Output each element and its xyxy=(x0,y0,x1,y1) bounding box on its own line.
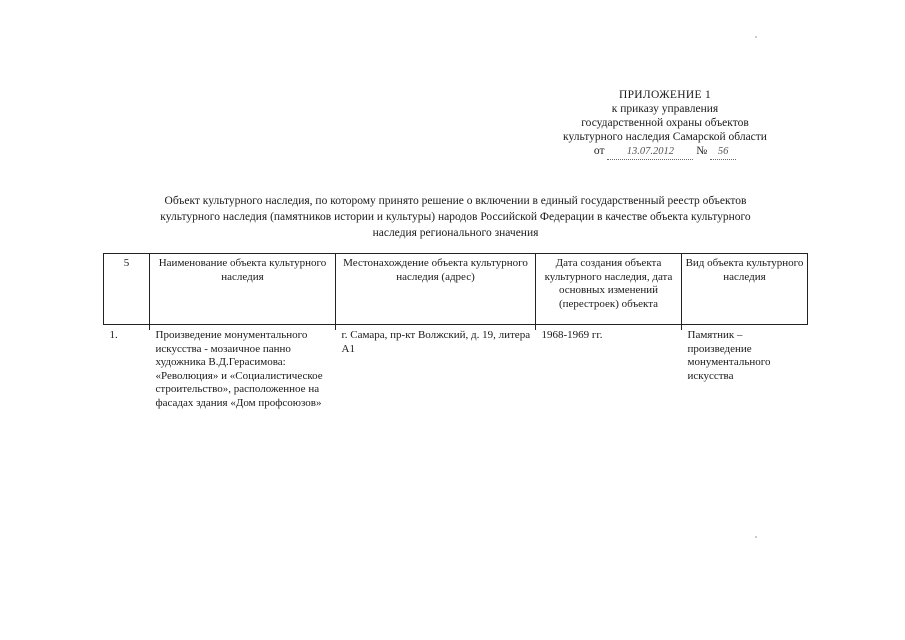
cell-number: 1. xyxy=(109,329,118,341)
header-type: Вид объекта культурного наследия xyxy=(682,254,808,325)
scan-speck xyxy=(755,36,757,38)
appendix-title: ПРИЛОЖЕНИЕ 1 xyxy=(618,89,711,101)
column-divider xyxy=(149,320,150,330)
appendix-date-line xyxy=(594,144,736,160)
scan-speck xyxy=(755,536,757,538)
appendix-line-1: к приказу управления xyxy=(611,103,719,115)
header-name: Наименование объекта культурного наследия xyxy=(150,254,336,325)
cell-type: Памятник – произведение монументального искусства xyxy=(687,329,771,382)
header-address: Местонахождение объекта культурного наследия (адрес) xyxy=(336,254,536,325)
handwritten-date: 13.07.2012 xyxy=(607,145,693,160)
heading-line-1: Объект культурного наследия, по которому принято решение о включении в единый государственный реестр объектов xyxy=(164,195,747,207)
handwritten-number: 56 xyxy=(710,145,736,160)
header-number: 5 xyxy=(104,254,150,325)
number-prefix: № xyxy=(696,145,708,157)
cell-address: г. Самара, пр-кт Волжский, д. 19, литера А1 xyxy=(341,329,531,355)
appendix-line-2: государственной охраны объектов xyxy=(581,117,749,129)
header-date: Дата создания объекта культурного наследия, дата основных изменений (перестроек) объекта xyxy=(536,254,682,325)
date-prefix: от xyxy=(593,145,605,157)
cell-name: Произведение монументального искусства - мозаичное панно художника В.Д.Герасимова: «Революция» и «Социалистическое строительство», расположенное на фасадах здания «Дом профсоюзов» xyxy=(155,329,323,409)
document-heading xyxy=(98,193,813,241)
heading-line-2: культурного наследия (памятников истории и культуры) народов Российской Федерации в качестве объекта культурного xyxy=(160,211,751,223)
column-divider xyxy=(681,320,682,330)
table-header-row xyxy=(104,254,808,325)
appendix-line-3: культурного наследия Самарской области xyxy=(563,131,767,143)
cell-date: 1968-1969 гг. xyxy=(541,329,603,341)
appendix-block xyxy=(530,88,800,160)
heritage-table xyxy=(103,253,808,410)
heading-line-3: наследия регионального значения xyxy=(372,227,539,239)
table-row xyxy=(104,325,808,411)
column-divider xyxy=(535,320,536,330)
column-divider xyxy=(335,320,336,330)
